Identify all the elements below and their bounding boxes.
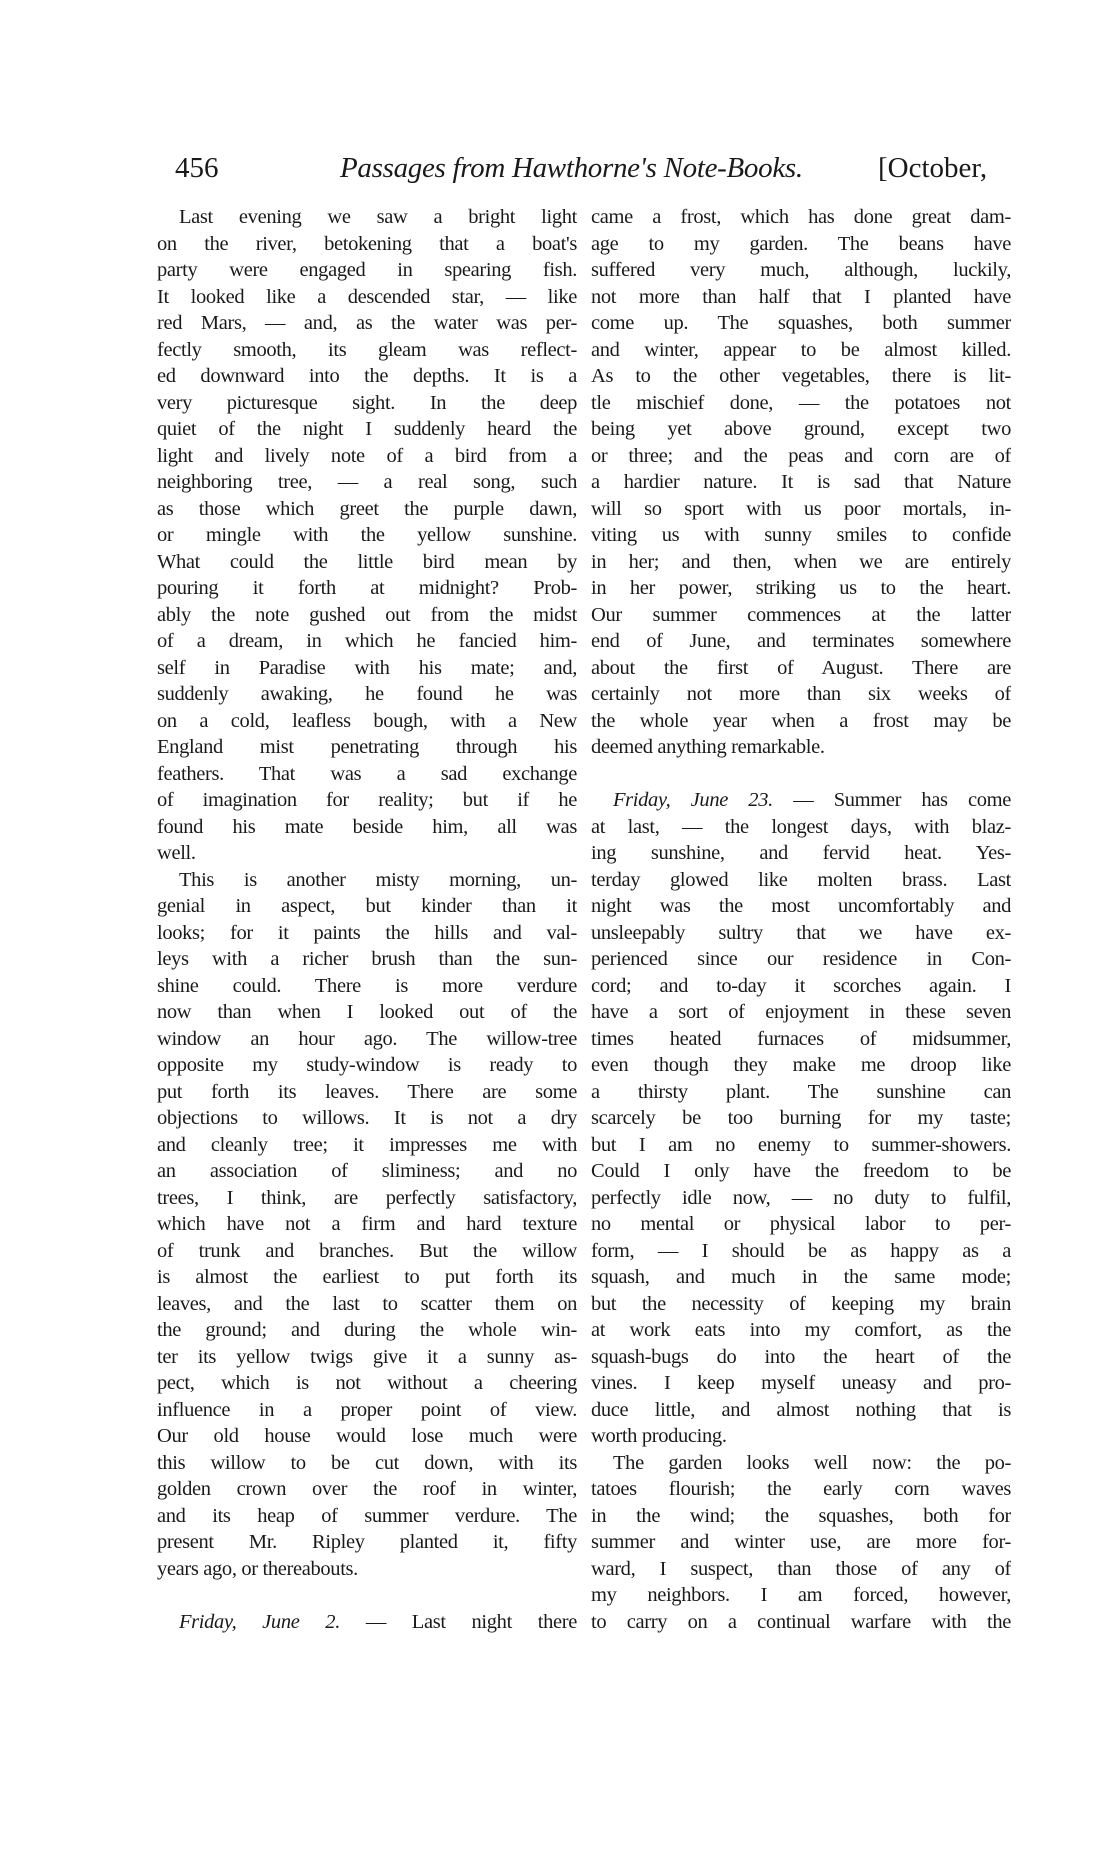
text-line: years ago, or thereabouts.	[157, 1557, 358, 1580]
text-line: no mental or physical labor to per-	[591, 1213, 1011, 1235]
text-line: objections to willows. It is not a dry	[157, 1107, 577, 1129]
text-line: tle mischief done, — the potatoes not	[591, 391, 1011, 414]
text-line: light and lively note of a bird from a	[157, 444, 577, 467]
text-line: perfectly idle now, — no duty to fulfil,	[591, 1186, 1011, 1209]
text-line: or three; and the peas and corn are of	[591, 444, 1011, 467]
text-line: party were engaged in spearing fish.	[157, 259, 577, 281]
text-line: at work eats into my comfort, as the	[591, 1319, 1011, 1341]
text-line: Our summer commences at the latter	[591, 603, 1011, 626]
text-line: terday glowed like molten brass. Last	[591, 868, 1011, 891]
text-line: perienced since our residence in Con-	[591, 948, 1011, 970]
text-line: in her; and then, when we are entirely	[591, 550, 1011, 573]
text-line: What could the little bird mean by	[157, 550, 577, 573]
page-number: 456	[175, 152, 219, 184]
text-line: and winter, appear to be almost killed.	[591, 338, 1011, 361]
text-line: cord; and to-day it scorches again. I	[591, 974, 1011, 997]
text-line: vines. I keep myself uneasy and pro-	[591, 1372, 1011, 1394]
text-line: of trunk and branches. But the willow	[157, 1239, 577, 1262]
text-line: neighboring tree, — a real song, such	[157, 471, 577, 493]
dated-entry-paragraph	[591, 787, 1011, 1450]
text-line: Could I only have the freedom to be	[591, 1160, 1011, 1182]
text-line: a thirsty plant. The sunshine can	[591, 1080, 1011, 1103]
text-line: this willow to be cut down, with its	[157, 1451, 577, 1474]
text-line: in the wind; the squashes, both for	[591, 1504, 1011, 1527]
text-line: age to my garden. The beans have	[591, 232, 1011, 255]
text-line: ward, I suspect, than those of any of	[591, 1557, 1011, 1580]
text-line: This is another misty morning, un-	[179, 868, 577, 891]
text-line: Our old house would lose much were	[157, 1425, 577, 1447]
line-text: — Summer has come	[772, 789, 1011, 811]
text-line: now than when I looked out of the	[157, 1001, 577, 1023]
text-line: ed downward into the depths. It is a	[157, 365, 577, 387]
text-line: came a frost, which has done great dam-	[591, 206, 1011, 228]
text-line: genial in aspect, but kinder than it	[157, 895, 577, 917]
text-line: an association of sliminess; and no	[157, 1160, 577, 1182]
text-line: or mingle with the yellow sunshine.	[157, 524, 577, 546]
text-line: Last evening we saw a bright light	[179, 206, 577, 228]
text-line: ter its yellow twigs give it a sunny as-	[157, 1345, 577, 1368]
text-line: It looked like a descended star, — like	[157, 285, 577, 308]
text-line	[591, 787, 1011, 814]
text-line: end of June, and terminates somewhere	[591, 630, 1011, 652]
text-line: being yet above ground, except two	[591, 418, 1011, 440]
text-line: opposite my study-window is ready to	[157, 1054, 577, 1076]
paragraph	[591, 204, 1011, 761]
text-line: the whole year when a frost may be	[591, 709, 1011, 732]
text-line: self in Paradise with his mate; and,	[157, 656, 577, 679]
text-line: quiet of the night I suddenly heard the	[157, 418, 577, 440]
text-line: scarcely be too burning for my taste;	[591, 1107, 1011, 1129]
text-line: of imagination for reality; but if he	[157, 789, 577, 811]
text-line: leys with a richer brush than the sun-	[157, 948, 577, 970]
text-line: but the necessity of keeping my brain	[591, 1292, 1011, 1315]
text-line: have a sort of enjoyment in these seven	[591, 1001, 1011, 1023]
text-line: but I am no enemy to summer-showers.	[591, 1133, 1011, 1156]
text-line: looks; for it paints the hills and val-	[157, 921, 577, 944]
text-line: influence in a proper point of view.	[157, 1398, 577, 1421]
text-line: a hardier nature. It is sad that Nature	[591, 471, 1011, 493]
text-line: worth producing.	[591, 1425, 727, 1447]
text-line: suddenly awaking, he found he was	[157, 683, 577, 705]
paragraph	[157, 867, 577, 1583]
right-column	[591, 204, 1011, 1635]
text-line: duce little, and almost nothing that is	[591, 1398, 1011, 1421]
text-line: even though they make me droop like	[591, 1054, 1011, 1076]
text-line: on a cold, leafless bough, with a New	[157, 709, 577, 732]
text-line: deemed anything remarkable.	[591, 736, 825, 758]
text-line: and its heap of summer verdure. The	[157, 1504, 577, 1527]
text-line: leaves, and the last to scatter them on	[157, 1292, 577, 1315]
text-line: well.	[157, 842, 196, 864]
text-line: in her power, striking us to the heart.	[591, 577, 1011, 599]
text-line: ing sunshine, and fervid heat. Yes-	[591, 842, 1011, 864]
text-line: will so sport with us poor mortals, in-	[591, 497, 1011, 520]
text-line: found his mate beside him, all was	[157, 815, 577, 838]
text-line: times heated furnaces of midsummer,	[591, 1027, 1011, 1050]
entry-date: Friday, June 23.	[613, 789, 773, 811]
text-line: unsleepably sultry that we have ex-	[591, 921, 1011, 944]
text-line: ably the note gushed out from the midst	[157, 603, 577, 626]
text-line: As to the other vegetables, there is lit-	[591, 365, 1011, 387]
text-line: The garden looks well now: the po-	[613, 1451, 1011, 1474]
text-line: as those which greet the purple dawn,	[157, 497, 577, 520]
text-line: England mist penetrating through his	[157, 736, 577, 758]
text-line: certainly not more than six weeks of	[591, 683, 1011, 705]
text-line: come up. The squashes, both summer	[591, 312, 1011, 334]
text-line: night was the most uncomfortably and	[591, 895, 1011, 917]
text-line: which have not a firm and hard texture	[157, 1213, 577, 1235]
text-line	[157, 1609, 577, 1636]
dated-entry-paragraph	[157, 1609, 577, 1636]
paragraph	[157, 204, 577, 867]
entry-date: Friday, June 2.	[179, 1610, 340, 1633]
text-line: present Mr. Ripley planted it, fifty	[157, 1531, 577, 1553]
text-line: and cleanly tree; it impresses me with	[157, 1133, 577, 1156]
text-line: window an hour ago. The willow-tree	[157, 1027, 577, 1050]
text-line: squash, and much in the same mode;	[591, 1266, 1011, 1288]
running-month: [October,	[878, 152, 988, 184]
text-line: feathers. That was a sad exchange	[157, 762, 577, 785]
text-line: to carry on a continual warfare with the	[591, 1610, 1011, 1633]
left-column	[157, 204, 577, 1635]
paragraph	[591, 1450, 1011, 1636]
line-text: — Last night there	[339, 1610, 577, 1633]
text-line: fectly smooth, its gleam was reflect-	[157, 338, 577, 361]
text-line: my neighbors. I am forced, however,	[591, 1584, 1011, 1606]
text-line: put forth its leaves. There are some	[157, 1080, 577, 1103]
running-title: Passages from Hawthorne's Note-Books.	[340, 152, 803, 184]
text-line: viting us with sunny smiles to confide	[591, 524, 1011, 546]
text-line: the ground; and during the whole win-	[157, 1319, 577, 1341]
text-line: suffered very much, although, luckily,	[591, 259, 1011, 281]
text-line: about the first of August. There are	[591, 656, 1011, 679]
text-line: very picturesque sight. In the deep	[157, 391, 577, 414]
text-line: of a dream, in which he fancied him-	[157, 630, 577, 652]
text-line: at last, — the longest days, with blaz-	[591, 815, 1011, 838]
text-line: not more than half that I planted have	[591, 285, 1011, 308]
text-line: pect, which is not without a cheering	[157, 1372, 577, 1394]
text-line: is almost the earliest to put forth its	[157, 1266, 577, 1288]
text-line: form, — I should be as happy as a	[591, 1239, 1011, 1262]
text-line: on the river, betokening that a boat's	[157, 232, 577, 255]
text-line: trees, I think, are perfectly satisfactory,	[157, 1186, 577, 1209]
text-line: golden crown over the roof in winter,	[157, 1478, 577, 1500]
text-line: red Mars, — and, as the water was per-	[157, 312, 577, 334]
text-line: pouring it forth at midnight? Prob-	[157, 577, 577, 599]
text-line: summer and winter use, are more for-	[591, 1531, 1011, 1553]
text-line: shine could. There is more verdure	[157, 974, 577, 997]
text-line: squash-bugs do into the heart of the	[591, 1345, 1011, 1368]
text-line: tatoes flourish; the early corn waves	[591, 1478, 1011, 1500]
